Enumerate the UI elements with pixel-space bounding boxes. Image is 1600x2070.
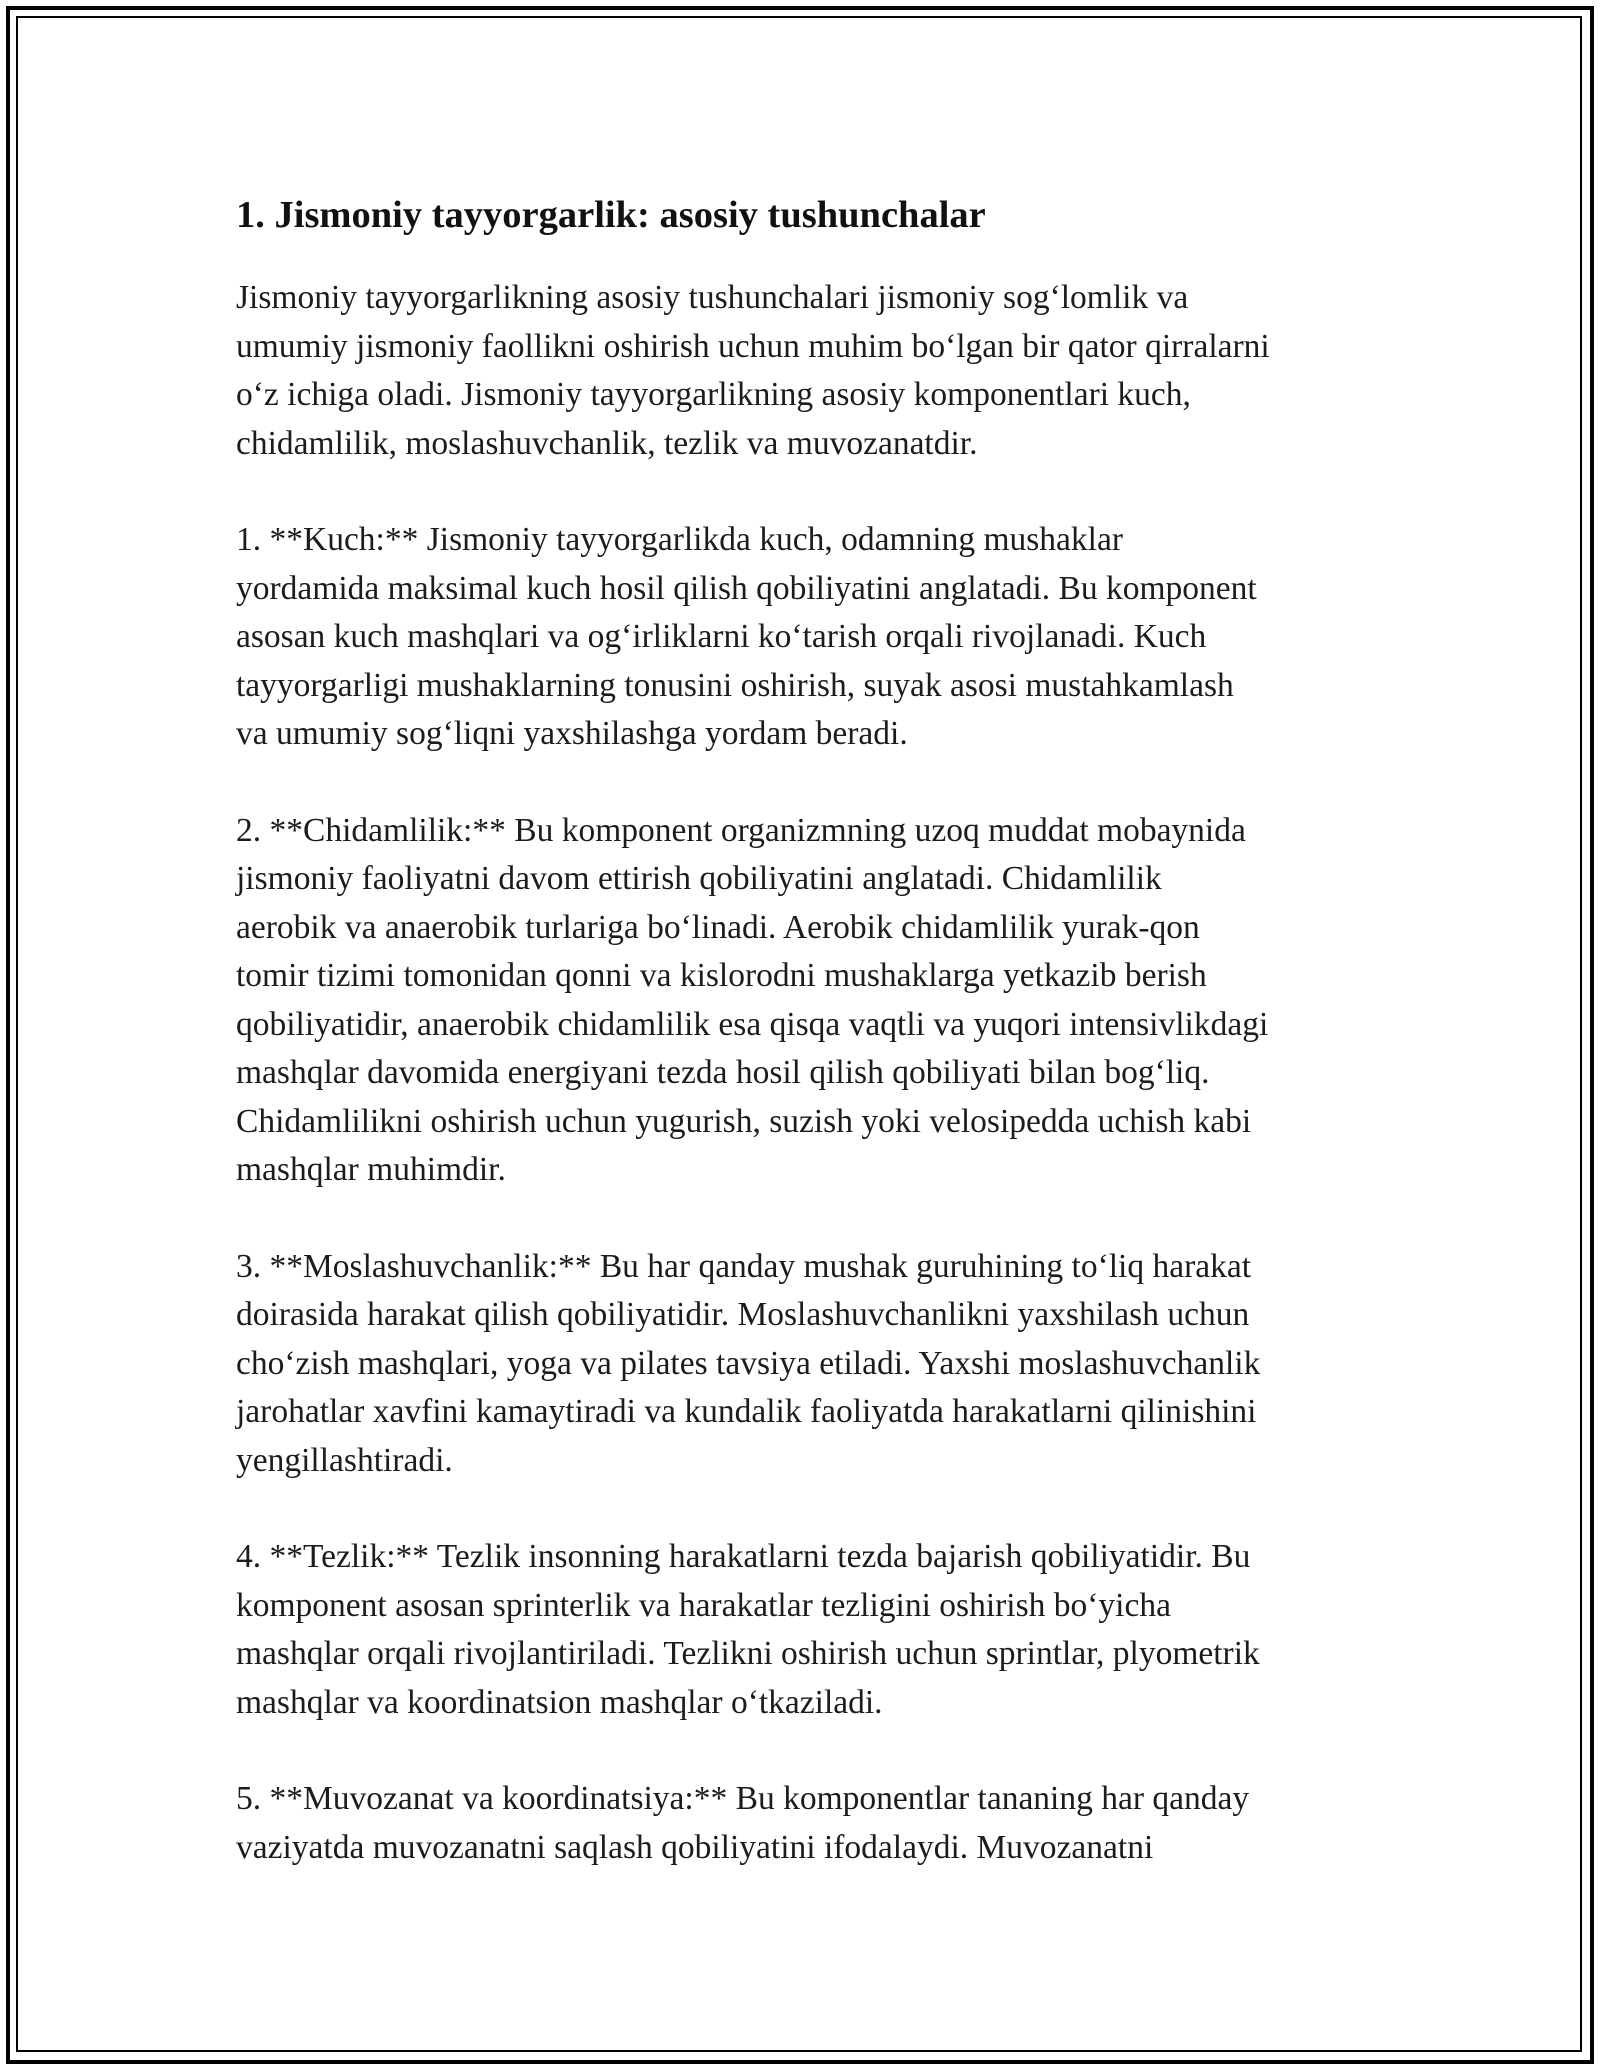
paragraph-chidamlilik: 2. **Chidamlilik:** Bu komponent organizmning uzoq muddat mobaynida jismoniy faoliyatni davom ettirish qobiliyatini anglatadi. Chidamlilik aerobik va anaerobik turlariga bo‘linadi. Aerobik chidamlilik yurak-qon tomir tizimi tomonidan qonni va kislorodni mushaklarga yetkazib berish qobiliyatidir, anaerobik chidamlilik esa qisqa vaqtli va yuqori intensivlikdagi mashqlar davomida energiyani tezda hosil qilish qobiliyati bilan bog‘liq. Chidamlilikni oshirish uchun yugurish, suzish yoki velosipedda uchish kabi mashqlar muhimdir. — [236, 811, 1269, 1188]
section-heading: 1. Jismoniy tayyorgarlik: asosiy tushunchalar — [236, 194, 986, 236]
document-body — [236, 182, 1376, 1920]
paragraph-kuch: 1. **Kuch:** Jismoniy tayyorgarlikda kuch, odamning mushaklar yordamida maksimal kuch hosil qilish qobiliyatini anglatadi. Bu komponent asosan kuch mashqlari va og‘irliklarni ko‘tarish orqali rivojlanadi. Kuch tayyorgarligi mushaklarning tonusini oshirish, suyak asosi mustahkamlash va umumiy sog‘liqni yaxshilashga yordam beradi. — [236, 521, 1257, 752]
intro-paragraph: Jismoniy tayyorgarlikning asosiy tushunchalari jismoniy sog‘lomlik va umumiy jismoniy faollikni oshirish uchun muhim bo‘lgan bir qator qirralarni o‘z ichiga oladi. Jismoniy tayyorgarlikning asosiy komponentlari kuch, chidamlilik, moslashuvchanlik, tezlik va muvozanatdir. — [236, 279, 1270, 462]
paragraph-muvozanat: 5. **Muvozanat va koordinatsiya:** Bu komponentlar tananing har qanday vaziyatda muvozanatni saqlash qobiliyatini ifodalaydi. Muvozanatni — [236, 1780, 1250, 1866]
paragraph-tezlik: 4. **Tezlik:** Tezlik insonning harakatlarni tezda bajarish qobiliyatidir. Bu komponent asosan sprinterlik va harakatlar tezligini oshirish bo‘yicha mashqlar orqali rivojlantiriladi. Tezlikni oshirish uchun sprintlar, plyometrik mashqlar va koordinatsion mashqlar o‘tkaziladi. — [236, 1538, 1260, 1721]
paragraph-moslashuvchanlik: 3. **Moslashuvchanlik:** Bu har qanday mushak guruhining to‘liq harakat doirasida harakat qilish qobiliyatidir. Moslashuvchanlikni yaxshilash uchun cho‘zish mashqlari, yoga va pilates tavsiya etiladi. Yaxshi moslashuvchanlik jarohatlar xavfini kamaytiradi va kundalik faoliyatda harakatlarni qilinishini yengillashtiradi. — [236, 1247, 1261, 1479]
